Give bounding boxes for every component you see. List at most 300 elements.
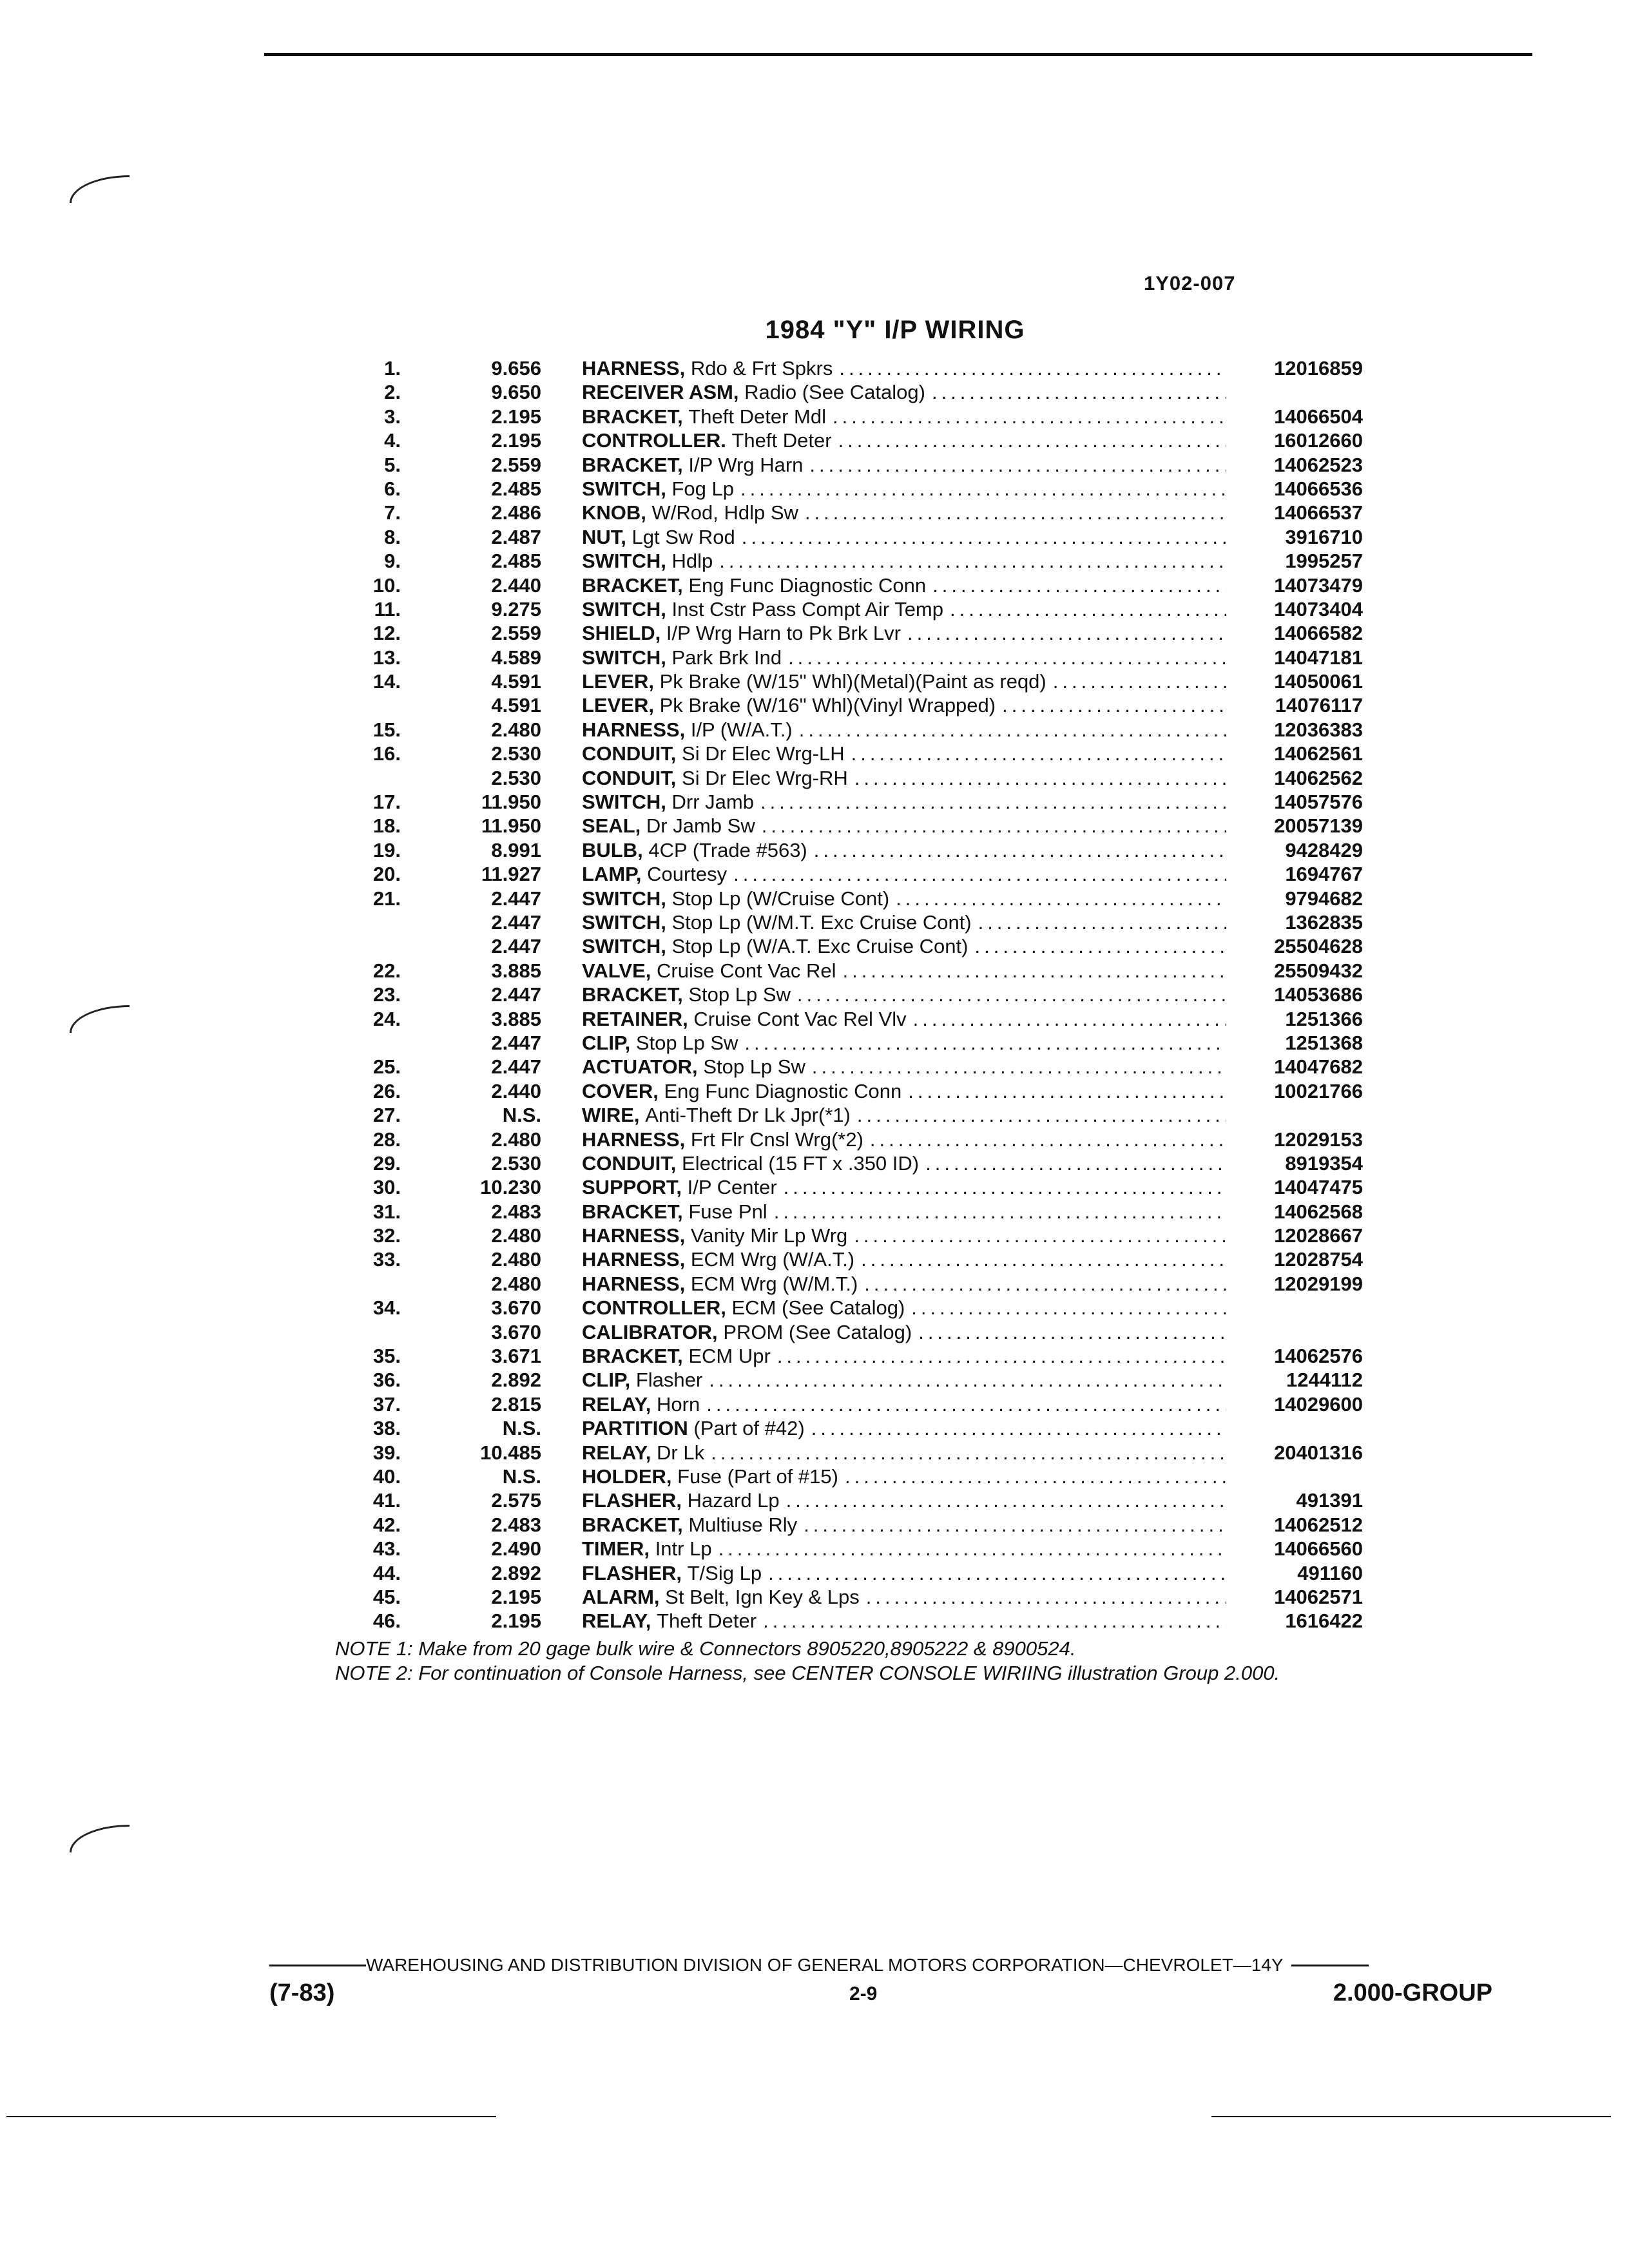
item-number: 42.: [372, 1513, 401, 1536]
part-description: [582, 1488, 1226, 1512]
part-detail: Pk Brake (W/15" Whl)(Metal)(Paint as reqd): [659, 670, 1046, 693]
part-number: 14066582: [1274, 622, 1363, 645]
group-number: 2.490: [491, 1537, 541, 1561]
item-number: 10.: [372, 573, 401, 597]
parts-row: [361, 1344, 1366, 1368]
part-detail: Stop Lp (W/M.T. Exc Cruise Cont): [671, 910, 972, 934]
dot-leader: [843, 959, 1226, 983]
parts-row: [361, 887, 1366, 910]
parts-row: [361, 525, 1366, 549]
parts-row: [361, 573, 1366, 597]
item-number: 35.: [372, 1345, 401, 1368]
part-detail: Inst Cstr Pass Compt Air Temp: [671, 597, 943, 620]
part-detail: Stop Lp Sw: [688, 983, 791, 1006]
part-description: [582, 405, 1226, 428]
part-detail: Dr Lk: [657, 1441, 705, 1464]
dot-leader: [763, 1609, 1226, 1633]
part-number: 14066536: [1274, 477, 1363, 500]
part-name: RELAY,: [582, 1392, 651, 1416]
notes: [335, 1637, 1280, 1686]
part-description: [582, 1320, 1226, 1344]
item-number: 5.: [384, 453, 401, 476]
group-number: 10.230: [480, 1176, 541, 1199]
part-name: KNOB,: [582, 501, 646, 524]
footer: [269, 1979, 1492, 2012]
part-name: RETAINER,: [582, 1007, 688, 1030]
dot-leader: [744, 1031, 1226, 1055]
part-description: [582, 428, 1226, 452]
part-name: BRACKET,: [582, 983, 683, 1006]
group-number: N.S.: [502, 1417, 541, 1440]
item-number: 30.: [372, 1176, 401, 1199]
dot-leader: [784, 1175, 1226, 1199]
part-number: 14073404: [1274, 597, 1363, 620]
group-number: 2.485: [491, 550, 541, 573]
part-name: CLIP,: [582, 1369, 631, 1392]
parts-row: [361, 356, 1366, 380]
group-number: 2.447: [491, 935, 541, 958]
part-detail: Vanity Mir Lp Wrg: [690, 1224, 848, 1247]
part-number: 14076117: [1275, 694, 1363, 717]
group-number: 3.885: [491, 1007, 541, 1030]
part-name: SWITCH,: [582, 935, 666, 958]
part-number: 14073479: [1274, 573, 1363, 597]
group-number: 3.885: [491, 959, 541, 982]
part-description: [582, 1344, 1226, 1368]
item-number: 9.: [384, 550, 401, 573]
parts-row: [361, 983, 1366, 1006]
part-name: HARNESS,: [582, 1224, 686, 1247]
part-number: 1362835: [1285, 910, 1363, 934]
part-description: [582, 887, 1226, 910]
dot-leader: [774, 1200, 1226, 1224]
group-number: 2.530: [491, 1151, 541, 1175]
part-detail: Flasher: [635, 1369, 703, 1392]
part-number: 10021766: [1274, 1079, 1363, 1102]
dot-leader: [711, 1441, 1226, 1465]
part-description: [582, 838, 1226, 862]
part-number: 14062523: [1274, 453, 1363, 476]
dot-leader: [809, 453, 1226, 477]
parts-row: [361, 1416, 1366, 1440]
part-detail: Stop Lp Sw: [635, 1031, 738, 1054]
parts-row: [361, 1007, 1366, 1031]
parts-row: [361, 718, 1366, 742]
dot-leader: [833, 405, 1226, 428]
footer-division: WAREHOUSING AND DISTRIBUTION DIVISION OF GENERAL MOTORS CORPORATION—CHEVROLET—14Y: [366, 1955, 1284, 1975]
part-number: 14066560: [1274, 1537, 1363, 1561]
part-number: 14047682: [1274, 1055, 1363, 1079]
part-name: HARNESS,: [582, 718, 686, 741]
part-name: BRACKET,: [582, 1200, 683, 1223]
group-number: 3.670: [491, 1296, 541, 1320]
group-number: 2.486: [491, 501, 541, 524]
group-number: 2.195: [491, 1585, 541, 1608]
part-number: 14062568: [1274, 1200, 1363, 1223]
dot-leader: [762, 814, 1226, 838]
part-detail: Horn: [657, 1392, 700, 1416]
parts-row: [361, 428, 1366, 452]
item-number: 1.: [384, 357, 401, 380]
part-detail: Lgt Sw Rod: [631, 525, 735, 548]
group-number: 4.589: [491, 646, 541, 669]
part-description: [582, 934, 1226, 958]
part-name: LAMP,: [582, 863, 642, 886]
part-description: [582, 477, 1226, 501]
part-description: [582, 742, 1226, 765]
dot-leader: [978, 910, 1226, 934]
parts-row: [361, 597, 1366, 621]
item-number: 12.: [372, 622, 401, 645]
part-number: 491160: [1297, 1561, 1363, 1584]
part-number: 1251368: [1285, 1031, 1363, 1054]
dot-leader: [838, 428, 1226, 452]
part-name: CALIBRATOR,: [582, 1320, 718, 1343]
punch-hole-mark: [70, 175, 130, 203]
group-number: 2.575: [491, 1489, 541, 1512]
dot-leader: [814, 838, 1226, 862]
part-name: ACTUATOR,: [582, 1055, 698, 1079]
parts-row: [361, 910, 1366, 934]
group-number: 9.656: [491, 357, 541, 380]
page-number: 2-9: [849, 1983, 878, 2004]
part-detail: Drr Jamb: [671, 791, 754, 814]
parts-row: [361, 453, 1366, 477]
part-description: [582, 453, 1226, 477]
item-number: 34.: [372, 1296, 401, 1320]
part-description: [582, 1585, 1226, 1609]
item-number: 31.: [372, 1200, 401, 1223]
item-number: 8.: [384, 525, 401, 548]
part-description: [582, 814, 1226, 838]
part-name: BRACKET,: [582, 405, 683, 428]
part-description: [582, 1079, 1226, 1103]
part-name: HARNESS,: [582, 1128, 686, 1151]
part-detail: Radio (See Catalog): [744, 381, 925, 404]
parts-row: [361, 1296, 1366, 1320]
part-detail: ECM Wrg (W/A.T.): [690, 1248, 855, 1271]
part-detail: Si Dr Elec Wrg-LH: [682, 742, 845, 765]
item-number: 23.: [372, 983, 401, 1006]
item-number: 4.: [384, 429, 401, 452]
part-description: [582, 1296, 1226, 1320]
parts-row: [361, 1175, 1366, 1199]
parts-row: [361, 1561, 1366, 1585]
dot-leader: [812, 1055, 1226, 1079]
part-number: 12029199: [1274, 1272, 1363, 1295]
part-description: [582, 1416, 1226, 1440]
part-detail: Pk Brake (W/16" Whl)(Vinyl Wrapped): [659, 694, 996, 717]
item-number: 41.: [372, 1489, 401, 1512]
parts-row: [361, 959, 1366, 983]
dot-leader: [851, 742, 1226, 765]
part-detail: Cruise Cont Vac Rel: [657, 959, 836, 982]
dot-leader: [918, 1320, 1226, 1344]
part-number: 12028754: [1274, 1248, 1363, 1271]
part-detail: (Part of #42): [693, 1417, 805, 1440]
top-rule: [264, 53, 1532, 56]
parts-row: [361, 838, 1366, 862]
group-number: 2.447: [491, 910, 541, 934]
part-number: 9794682: [1285, 887, 1363, 910]
part-name: PARTITION: [582, 1417, 688, 1440]
item-number: 38.: [372, 1417, 401, 1440]
part-description: [582, 549, 1226, 573]
group-number: 2.559: [491, 453, 541, 476]
parts-row: [361, 1609, 1366, 1633]
part-name: HARNESS,: [582, 1272, 686, 1295]
parts-row: [361, 693, 1366, 717]
part-number: 14050061: [1274, 670, 1363, 693]
punch-hole-mark: [70, 1825, 130, 1852]
item-number: 17.: [372, 791, 401, 814]
part-description: [582, 621, 1226, 645]
group-number: 2.480: [491, 718, 541, 741]
group-number: 2.892: [491, 1561, 541, 1584]
part-name: FLASHER,: [582, 1489, 682, 1512]
part-description: [582, 1031, 1226, 1055]
part-name: SUPPORT,: [582, 1176, 682, 1199]
part-number: 14066537: [1274, 501, 1363, 524]
part-detail: Intr Lp: [655, 1537, 712, 1561]
parts-row: [361, 549, 1366, 573]
item-number: 13.: [372, 646, 401, 669]
parts-row: [361, 1320, 1366, 1344]
part-description: [582, 1465, 1226, 1488]
group-number: 9.275: [491, 597, 541, 620]
group-number: N.S.: [502, 1104, 541, 1127]
footer-date: (7-83): [269, 1979, 335, 2006]
part-detail: Fuse Pnl: [688, 1200, 767, 1223]
parts-row: [361, 501, 1366, 524]
part-detail: I/P Wrg Harn: [688, 453, 804, 476]
group-number: 2.195: [491, 429, 541, 452]
dot-leader: [857, 1103, 1226, 1127]
part-detail: ECM Wrg (W/M.T.): [690, 1272, 858, 1295]
parts-row: [361, 669, 1366, 693]
dot-leader: [907, 621, 1226, 645]
part-detail: Theft Deter: [731, 429, 832, 452]
part-description: [582, 1392, 1226, 1416]
item-number: 24.: [372, 1007, 401, 1030]
dot-leader: [799, 718, 1226, 742]
part-number: 1995257: [1285, 550, 1363, 573]
footer-rule-left: [269, 1965, 366, 1966]
part-number: 14062562: [1274, 766, 1363, 789]
part-name: SWITCH,: [582, 477, 666, 500]
part-name: CLIP,: [582, 1031, 631, 1054]
part-detail: Electrical (15 FT x .350 ID): [682, 1151, 920, 1175]
part-name: RELAY,: [582, 1441, 651, 1464]
dot-leader: [718, 1537, 1226, 1561]
item-number: 46.: [372, 1610, 401, 1633]
group-number: 3.671: [491, 1345, 541, 1368]
part-name: TIMER,: [582, 1537, 650, 1561]
item-number: 7.: [384, 501, 401, 524]
part-number: 12036383: [1274, 718, 1363, 741]
group-number: 8.991: [491, 838, 541, 861]
item-number: 44.: [372, 1561, 401, 1584]
group-number: 2.480: [491, 1128, 541, 1151]
part-description: [582, 1368, 1226, 1392]
parts-row: [361, 1272, 1366, 1296]
part-name: COVER,: [582, 1079, 659, 1102]
part-detail: Cruise Cont Vac Rel Vlv: [693, 1007, 907, 1030]
dot-leader: [709, 1368, 1226, 1392]
part-detail: Hazard Lp: [687, 1489, 780, 1512]
group-number: 4.591: [491, 670, 541, 693]
item-number: 15.: [372, 718, 401, 741]
part-number: 12029153: [1274, 1128, 1363, 1151]
part-description: [582, 959, 1226, 983]
group-number: 11.950: [481, 791, 541, 814]
part-description: [582, 646, 1226, 669]
part-number: 1251366: [1285, 1007, 1363, 1030]
part-name: BRACKET,: [582, 1513, 683, 1536]
parts-row: [361, 405, 1366, 428]
group-number: 2.892: [491, 1369, 541, 1392]
note-2: NOTE 2: For continuation of Console Harness, see CENTER CONSOLE WIRIING illustration Group 2.000.: [335, 1662, 1280, 1684]
dot-leader: [925, 1151, 1226, 1175]
part-number: 14062576: [1274, 1345, 1363, 1368]
dot-leader: [760, 790, 1226, 814]
group-number: 2.440: [491, 1079, 541, 1102]
part-name: LEVER,: [582, 670, 654, 693]
part-description: [582, 1055, 1226, 1079]
part-name: SWITCH,: [582, 597, 666, 620]
group-number: 4.591: [491, 694, 541, 717]
part-description: [582, 380, 1226, 404]
footer-rule-right: [1291, 1965, 1369, 1966]
parts-list: [361, 356, 1366, 1633]
item-number: 18.: [372, 814, 401, 838]
part-description: [582, 1537, 1226, 1561]
parts-row: [361, 1103, 1366, 1127]
dot-leader: [805, 501, 1226, 524]
parts-row: [361, 1055, 1366, 1079]
dot-leader: [719, 549, 1226, 573]
parts-row: [361, 621, 1366, 645]
part-number: 14062561: [1274, 742, 1363, 765]
part-number: 20401316: [1274, 1441, 1363, 1464]
dot-leader: [896, 887, 1226, 910]
part-name: FLASHER,: [582, 1561, 682, 1584]
dot-leader: [913, 1007, 1226, 1031]
part-detail: Rdo & Frt Spkrs: [690, 357, 833, 380]
part-name: SEAL,: [582, 814, 641, 838]
part-detail: Fuse (Part of #15): [677, 1465, 838, 1488]
group-number: 2.485: [491, 477, 541, 500]
part-number: 14062512: [1274, 1513, 1363, 1536]
part-detail: Anti-Theft Dr Lk Jpr(*1): [645, 1104, 851, 1127]
group-number: 2.447: [491, 1055, 541, 1079]
group-number: 2.530: [491, 742, 541, 765]
parts-row: [361, 1224, 1366, 1247]
parts-row: [361, 1031, 1366, 1055]
group-number: 2.530: [491, 766, 541, 789]
part-description: [582, 1561, 1226, 1585]
part-detail: I/P Wrg Harn to Pk Brk Lvr: [666, 622, 901, 645]
dot-leader: [932, 380, 1226, 404]
item-number: 26.: [372, 1079, 401, 1102]
part-detail: Eng Func Diagnostic Conn: [688, 573, 927, 597]
parts-row: [361, 1128, 1366, 1151]
part-detail: 4CP (Trade #563): [648, 838, 807, 861]
part-number: 25504628: [1274, 935, 1363, 958]
part-description: [582, 1007, 1226, 1031]
parts-row: [361, 380, 1366, 404]
part-detail: I/P Center: [687, 1176, 777, 1199]
part-detail: PROM (See Catalog): [723, 1320, 912, 1343]
part-description: [582, 1175, 1226, 1199]
part-name: CONDUIT,: [582, 1151, 677, 1175]
part-number: 14053686: [1274, 983, 1363, 1006]
part-description: [582, 1247, 1226, 1271]
part-number: 1694767: [1285, 863, 1363, 886]
part-number: 1616422: [1285, 1610, 1363, 1633]
part-number: 14047181: [1274, 646, 1363, 669]
dot-leader: [911, 1296, 1226, 1320]
parts-row: [361, 1585, 1366, 1609]
part-detail: I/P (W/A.T.): [690, 718, 793, 741]
group-number: 2.447: [491, 887, 541, 910]
part-number: 12028667: [1274, 1224, 1363, 1247]
item-number: 39.: [372, 1441, 401, 1464]
dot-leader: [786, 1488, 1226, 1512]
part-name: HARNESS,: [582, 357, 686, 380]
part-number: 14029600: [1274, 1392, 1363, 1416]
document-code: 1Y02-007: [1144, 272, 1236, 294]
dot-leader: [733, 862, 1226, 886]
part-name: SWITCH,: [582, 646, 666, 669]
group-number: 2.447: [491, 1031, 541, 1054]
part-description: [582, 1441, 1226, 1465]
part-name: RECEIVER ASM,: [582, 381, 739, 404]
part-number: 491391: [1296, 1489, 1363, 1512]
part-description: [582, 1513, 1226, 1537]
item-number: 21.: [372, 887, 401, 910]
dot-leader: [864, 1272, 1226, 1296]
footer-division-line: [269, 1955, 1492, 1975]
punch-hole-mark: [70, 1005, 130, 1033]
part-name: HOLDER,: [582, 1465, 672, 1488]
part-detail: Courtesy: [647, 863, 728, 886]
part-name: BRACKET,: [582, 453, 683, 476]
part-description: [582, 1609, 1226, 1633]
part-description: [582, 573, 1226, 597]
dot-leader: [788, 646, 1226, 669]
part-detail: Stop Lp Sw: [703, 1055, 805, 1079]
dot-leader: [742, 525, 1226, 549]
item-number: 2.: [384, 381, 401, 404]
part-name: WIRE,: [582, 1104, 640, 1127]
parts-row: [361, 862, 1366, 886]
part-description: [582, 790, 1226, 814]
part-detail: W/Rod, Hdlp Sw: [651, 501, 798, 524]
note-1: NOTE 1: Make from 20 gage bulk wire & Connectors 8905220,8905222 & 8900524.: [335, 1637, 1076, 1660]
parts-row: [361, 1441, 1366, 1465]
item-number: 11.: [374, 597, 401, 620]
parts-row: [361, 1079, 1366, 1103]
part-detail: Theft Deter: [657, 1610, 757, 1633]
part-number: 12016859: [1274, 357, 1363, 380]
part-number: 1244112: [1286, 1369, 1363, 1392]
part-description: [582, 356, 1226, 380]
item-number: 14.: [372, 670, 401, 693]
part-detail: Stop Lp (W/A.T. Exc Cruise Cont): [671, 935, 969, 958]
part-name: VALVE,: [582, 959, 651, 982]
dot-leader: [1002, 693, 1226, 717]
